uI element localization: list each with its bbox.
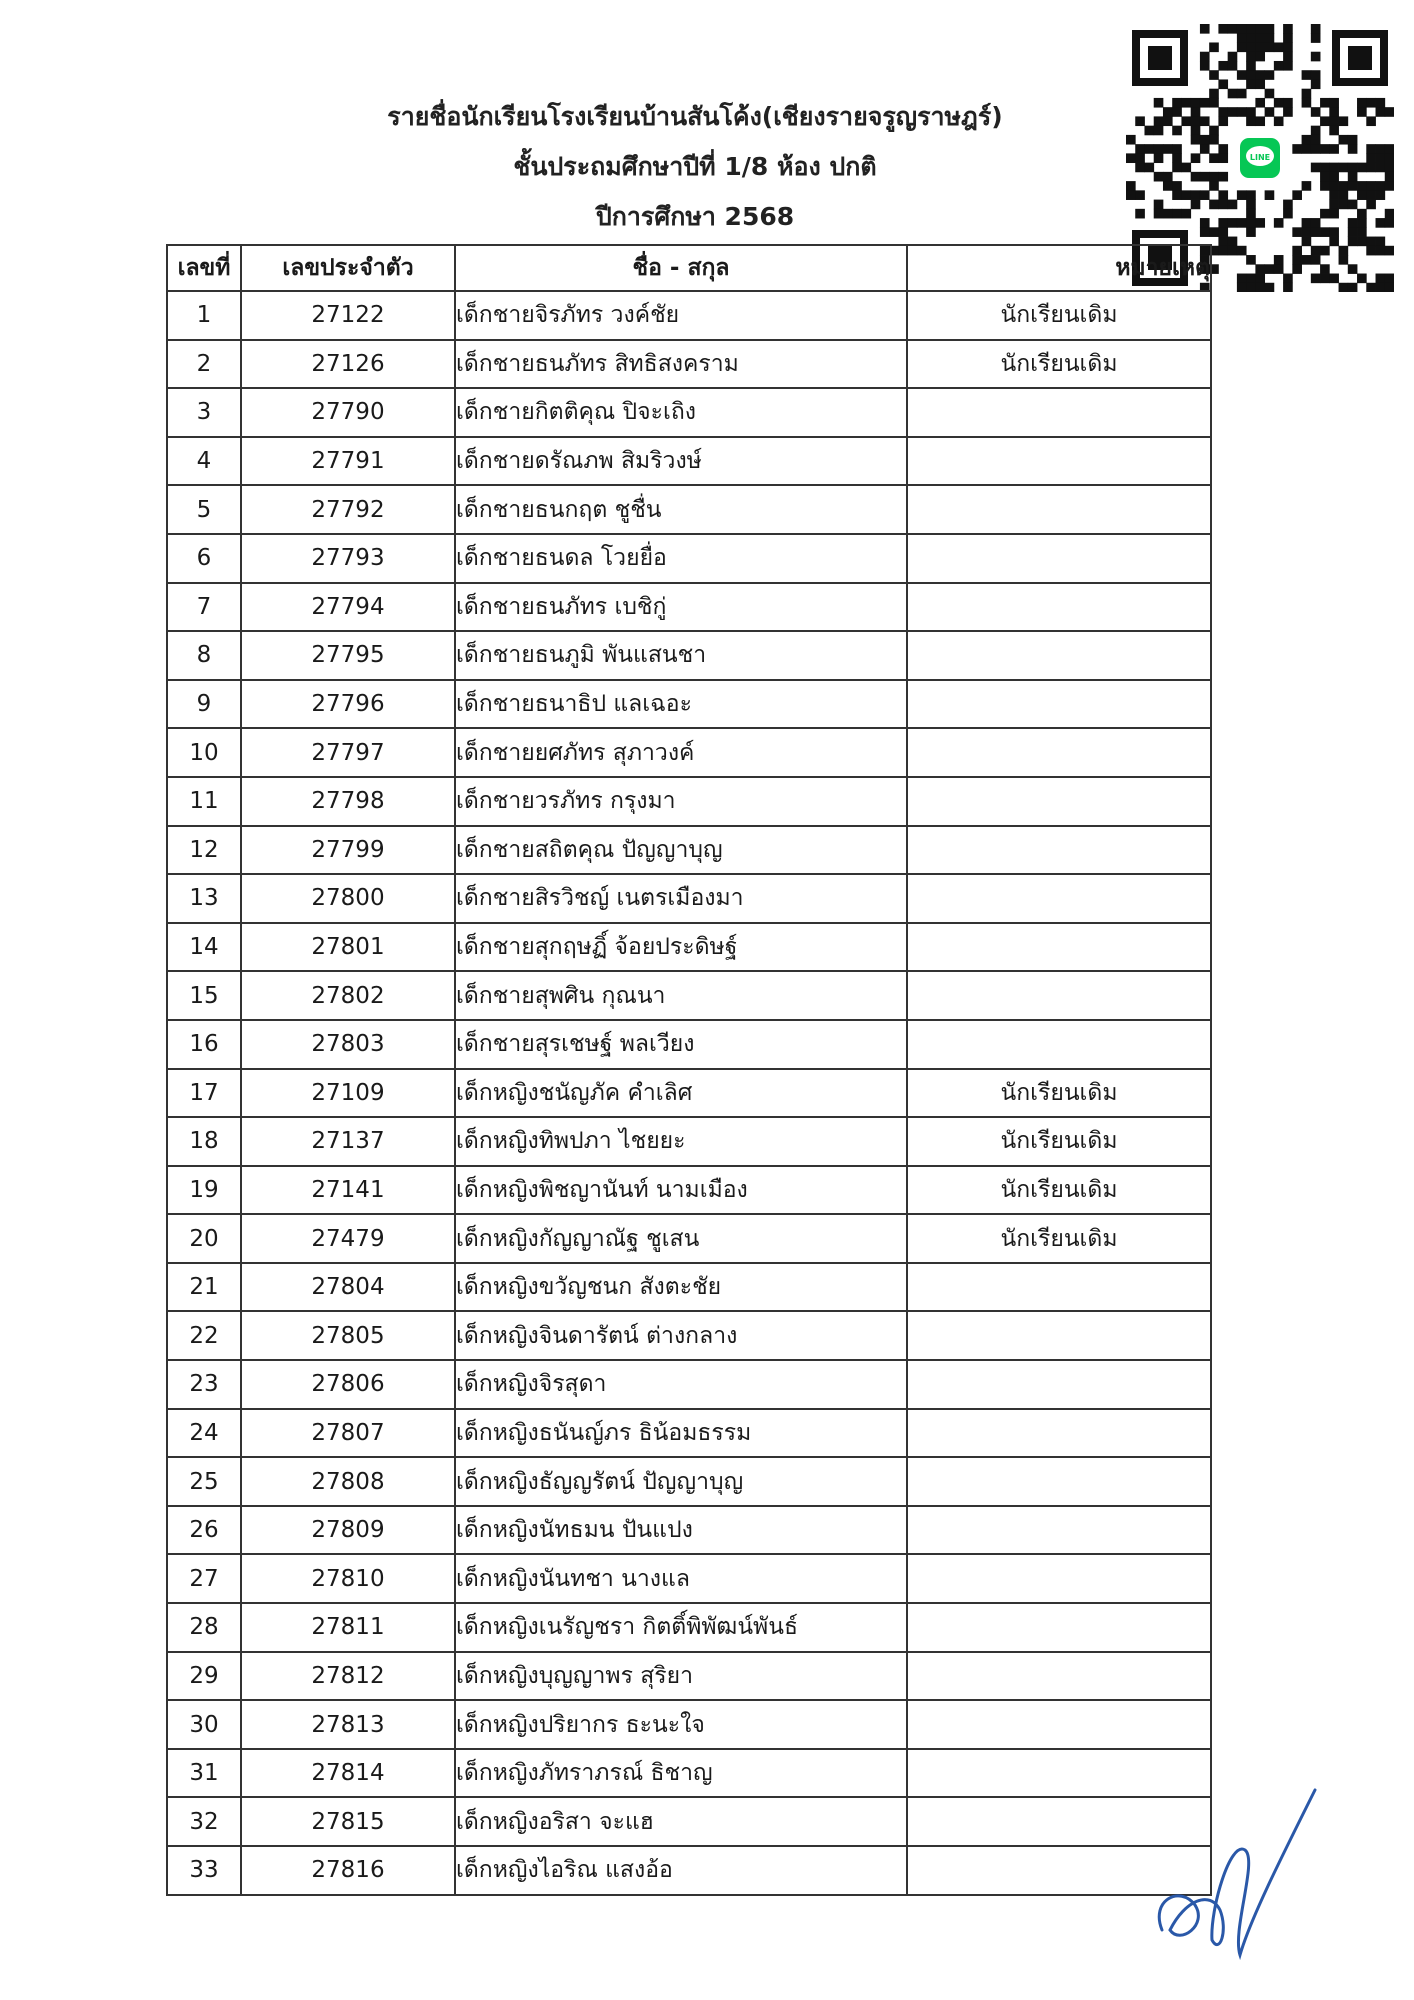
- cell-full-name: เด็กหญิงชนัญภัค คำเลิศ: [455, 1069, 907, 1118]
- cell-remarks: [907, 777, 1211, 826]
- cell-full-name: เด็กหญิงเนรัญชรา กิตติ์พิพัฒน์พันธ์: [455, 1603, 907, 1652]
- cell-number: 16: [167, 1020, 241, 1069]
- cell-full-name: เด็กหญิงไอริณ แสงอ้อ: [455, 1846, 907, 1895]
- cell-number: 31: [167, 1749, 241, 1798]
- cell-number: 24: [167, 1409, 241, 1458]
- cell-number: 8: [167, 631, 241, 680]
- cell-student-id: 27795: [241, 631, 455, 680]
- table-row: [167, 1700, 1211, 1749]
- table-row: [167, 1020, 1211, 1069]
- cell-full-name: เด็กหญิงอริสา จะแฮ: [455, 1797, 907, 1846]
- cell-full-name: เด็กหญิงปริยากร ธะนะใจ: [455, 1700, 907, 1749]
- cell-number: 14: [167, 923, 241, 972]
- cell-student-id: 27109: [241, 1069, 455, 1118]
- cell-number: 4: [167, 437, 241, 486]
- column-header-student-id: เลขประจำตัว: [241, 245, 455, 291]
- table-row: [167, 437, 1211, 486]
- cell-student-id: 27792: [241, 485, 455, 534]
- cell-number: 29: [167, 1652, 241, 1701]
- cell-full-name: เด็กชายธนาธิป แลเฉอะ: [455, 680, 907, 729]
- cell-student-id: 27793: [241, 534, 455, 583]
- table-row: [167, 388, 1211, 437]
- cell-number: 33: [167, 1846, 241, 1895]
- cell-remarks: นักเรียนเดิม: [907, 1117, 1211, 1166]
- cell-student-id: 27137: [241, 1117, 455, 1166]
- cell-number: 19: [167, 1166, 241, 1215]
- student-roster-table: [166, 244, 1212, 1896]
- table-row: [167, 1263, 1211, 1312]
- class-title: ชั้นประถมศึกษาปีที่ 1/8 ห้อง ปกติ: [513, 152, 877, 181]
- table-row: [167, 1457, 1211, 1506]
- cell-student-id: 27812: [241, 1652, 455, 1701]
- cell-remarks: [907, 1603, 1211, 1652]
- table-header-row: [167, 245, 1211, 291]
- cell-remarks: [907, 826, 1211, 875]
- cell-student-id: 27815: [241, 1797, 455, 1846]
- cell-remarks: นักเรียนเดิม: [907, 1166, 1211, 1215]
- cell-student-id: 27797: [241, 728, 455, 777]
- table-row: [167, 583, 1211, 632]
- table-row: [167, 680, 1211, 729]
- cell-full-name: เด็กหญิงนันทชา นางแล: [455, 1554, 907, 1603]
- table-row: [167, 1554, 1211, 1603]
- cell-student-id: 27802: [241, 971, 455, 1020]
- cell-full-name: เด็กชายธนภูมิ พันแสนชา: [455, 631, 907, 680]
- cell-remarks: [907, 437, 1211, 486]
- cell-full-name: เด็กชายสุกฤษฏิ์ จ้อยประดิษฐ์: [455, 923, 907, 972]
- cell-number: 26: [167, 1506, 241, 1555]
- cell-full-name: เด็กชายวรภัทร กรุงมา: [455, 777, 907, 826]
- cell-full-name: เด็กชายดรัณภพ สิมริวงษ์: [455, 437, 907, 486]
- cell-remarks: [907, 1457, 1211, 1506]
- cell-full-name: เด็กหญิงบุญญาพร สุริยา: [455, 1652, 907, 1701]
- cell-remarks: [907, 971, 1211, 1020]
- table-row: [167, 777, 1211, 826]
- cell-number: 3: [167, 388, 241, 437]
- cell-full-name: เด็กชายสถิตคุณ ปัญญาบุญ: [455, 826, 907, 875]
- table-row: [167, 826, 1211, 875]
- cell-number: 6: [167, 534, 241, 583]
- cell-remarks: นักเรียนเดิม: [907, 291, 1211, 340]
- cell-full-name: เด็กหญิงพิชญานันท์ นามเมือง: [455, 1166, 907, 1215]
- table-row: [167, 971, 1211, 1020]
- table-row: [167, 728, 1211, 777]
- table-row: [167, 1117, 1211, 1166]
- document-header: [160, 92, 1230, 242]
- cell-student-id: 27122: [241, 291, 455, 340]
- svg-text:LINE: LINE: [1249, 153, 1271, 162]
- table-body: [167, 291, 1211, 1895]
- table-row: [167, 1311, 1211, 1360]
- cell-full-name: เด็กชายสุรเชษฐ์ พลเวียง: [455, 1020, 907, 1069]
- cell-remarks: นักเรียนเดิม: [907, 1069, 1211, 1118]
- handwritten-signature-icon: [1140, 1780, 1320, 1970]
- cell-number: 27: [167, 1554, 241, 1603]
- table-row: [167, 874, 1211, 923]
- cell-student-id: 27816: [241, 1846, 455, 1895]
- table-row: [167, 1603, 1211, 1652]
- table-row: [167, 1069, 1211, 1118]
- cell-full-name: เด็กหญิงจิรสุดา: [455, 1360, 907, 1409]
- column-header-number: เลขที่: [167, 245, 241, 291]
- school-title: รายชื่อนักเรียนโรงเรียนบ้านสันโค้ง(เชียงรายจรูญราษฎร์): [387, 102, 1003, 131]
- cell-remarks: [907, 1263, 1211, 1312]
- table-row: [167, 1214, 1211, 1263]
- cell-number: 22: [167, 1311, 241, 1360]
- cell-full-name: เด็กชายธนกฤต ชูชื่น: [455, 485, 907, 534]
- cell-remarks: [907, 680, 1211, 729]
- cell-number: 11: [167, 777, 241, 826]
- table-row: [167, 1749, 1211, 1798]
- table-row: [167, 291, 1211, 340]
- cell-student-id: 27800: [241, 874, 455, 923]
- cell-remarks: [907, 1360, 1211, 1409]
- cell-student-id: 27801: [241, 923, 455, 972]
- cell-number: 25: [167, 1457, 241, 1506]
- cell-student-id: 27803: [241, 1020, 455, 1069]
- cell-number: 10: [167, 728, 241, 777]
- cell-remarks: [907, 728, 1211, 777]
- cell-student-id: 27814: [241, 1749, 455, 1798]
- cell-student-id: 27796: [241, 680, 455, 729]
- cell-remarks: [907, 485, 1211, 534]
- cell-number: 5: [167, 485, 241, 534]
- cell-number: 30: [167, 1700, 241, 1749]
- column-header-full-name: ชื่อ - สกุล: [455, 245, 907, 291]
- cell-student-id: 27790: [241, 388, 455, 437]
- table-row: [167, 1360, 1211, 1409]
- cell-full-name: เด็กชายสิรวิชญ์ เนตรเมืองมา: [455, 874, 907, 923]
- cell-full-name: เด็กหญิงจินดารัตน์ ต่างกลาง: [455, 1311, 907, 1360]
- cell-student-id: 27810: [241, 1554, 455, 1603]
- table-row: [167, 1652, 1211, 1701]
- cell-remarks: นักเรียนเดิม: [907, 1214, 1211, 1263]
- table-row: [167, 534, 1211, 583]
- cell-number: 15: [167, 971, 241, 1020]
- cell-remarks: [907, 1652, 1211, 1701]
- cell-full-name: เด็กหญิงกัญญาณัฐ ชูเสน: [455, 1214, 907, 1263]
- cell-student-id: 27805: [241, 1311, 455, 1360]
- cell-remarks: [907, 1311, 1211, 1360]
- cell-full-name: เด็กหญิงธัญญรัตน์ ปัญญาบุญ: [455, 1457, 907, 1506]
- cell-number: 18: [167, 1117, 241, 1166]
- cell-number: 32: [167, 1797, 241, 1846]
- cell-student-id: 27808: [241, 1457, 455, 1506]
- table-row: [167, 1846, 1211, 1895]
- table-row: [167, 1797, 1211, 1846]
- cell-number: 1: [167, 291, 241, 340]
- table-row: [167, 631, 1211, 680]
- cell-number: 13: [167, 874, 241, 923]
- table-row: [167, 485, 1211, 534]
- cell-full-name: เด็กชายธนภัทร สิทธิสงคราม: [455, 340, 907, 389]
- cell-student-id: 27798: [241, 777, 455, 826]
- cell-student-id: 27799: [241, 826, 455, 875]
- cell-remarks: [907, 1554, 1211, 1603]
- cell-student-id: 27791: [241, 437, 455, 486]
- cell-student-id: 27794: [241, 583, 455, 632]
- cell-number: 20: [167, 1214, 241, 1263]
- cell-remarks: [907, 388, 1211, 437]
- table-row: [167, 340, 1211, 389]
- table-row: [167, 1506, 1211, 1555]
- cell-number: 17: [167, 1069, 241, 1118]
- cell-remarks: [907, 874, 1211, 923]
- cell-full-name: เด็กหญิงธนันญ์ภร ธิน้อมธรรม: [455, 1409, 907, 1458]
- cell-remarks: [907, 1700, 1211, 1749]
- cell-full-name: เด็กชายกิตติคุณ ปิจะเถิง: [455, 388, 907, 437]
- cell-remarks: [907, 1506, 1211, 1555]
- cell-full-name: เด็กหญิงนัทธมน ปันแปง: [455, 1506, 907, 1555]
- cell-number: 21: [167, 1263, 241, 1312]
- cell-number: 9: [167, 680, 241, 729]
- cell-student-id: 27806: [241, 1360, 455, 1409]
- table-row: [167, 923, 1211, 972]
- cell-full-name: เด็กชายยศภัทร สุภาวงค์: [455, 728, 907, 777]
- cell-number: 7: [167, 583, 241, 632]
- column-header-remarks: หมายเหตุ: [907, 245, 1211, 291]
- cell-remarks: [907, 583, 1211, 632]
- cell-number: 12: [167, 826, 241, 875]
- cell-number: 23: [167, 1360, 241, 1409]
- cell-student-id: 27809: [241, 1506, 455, 1555]
- cell-remarks: [907, 923, 1211, 972]
- academic-year: ปีการศึกษา 2568: [595, 202, 795, 231]
- cell-remarks: [907, 534, 1211, 583]
- table-row: [167, 1409, 1211, 1458]
- cell-full-name: เด็กหญิงภัทราภรณ์ ธิชาญ: [455, 1749, 907, 1798]
- cell-full-name: เด็กชายธนภัทร เบชิกู่: [455, 583, 907, 632]
- cell-student-id: 27811: [241, 1603, 455, 1652]
- cell-student-id: 27479: [241, 1214, 455, 1263]
- cell-student-id: 27141: [241, 1166, 455, 1215]
- cell-full-name: เด็กหญิงทิพปภา ไชยยะ: [455, 1117, 907, 1166]
- cell-number: 2: [167, 340, 241, 389]
- table-row: [167, 1166, 1211, 1215]
- cell-full-name: เด็กชายจิรภัทร วงค์ชัย: [455, 291, 907, 340]
- cell-full-name: เด็กชายสุพศิน กุณนา: [455, 971, 907, 1020]
- cell-student-id: 27804: [241, 1263, 455, 1312]
- cell-number: 28: [167, 1603, 241, 1652]
- cell-remarks: [907, 631, 1211, 680]
- cell-student-id: 27807: [241, 1409, 455, 1458]
- cell-student-id: 27813: [241, 1700, 455, 1749]
- cell-student-id: 27126: [241, 340, 455, 389]
- cell-remarks: นักเรียนเดิม: [907, 340, 1211, 389]
- cell-remarks: [907, 1409, 1211, 1458]
- cell-remarks: [907, 1020, 1211, 1069]
- cell-full-name: เด็กหญิงขวัญชนก สังตะชัย: [455, 1263, 907, 1312]
- cell-full-name: เด็กชายธนดล โวยยื่อ: [455, 534, 907, 583]
